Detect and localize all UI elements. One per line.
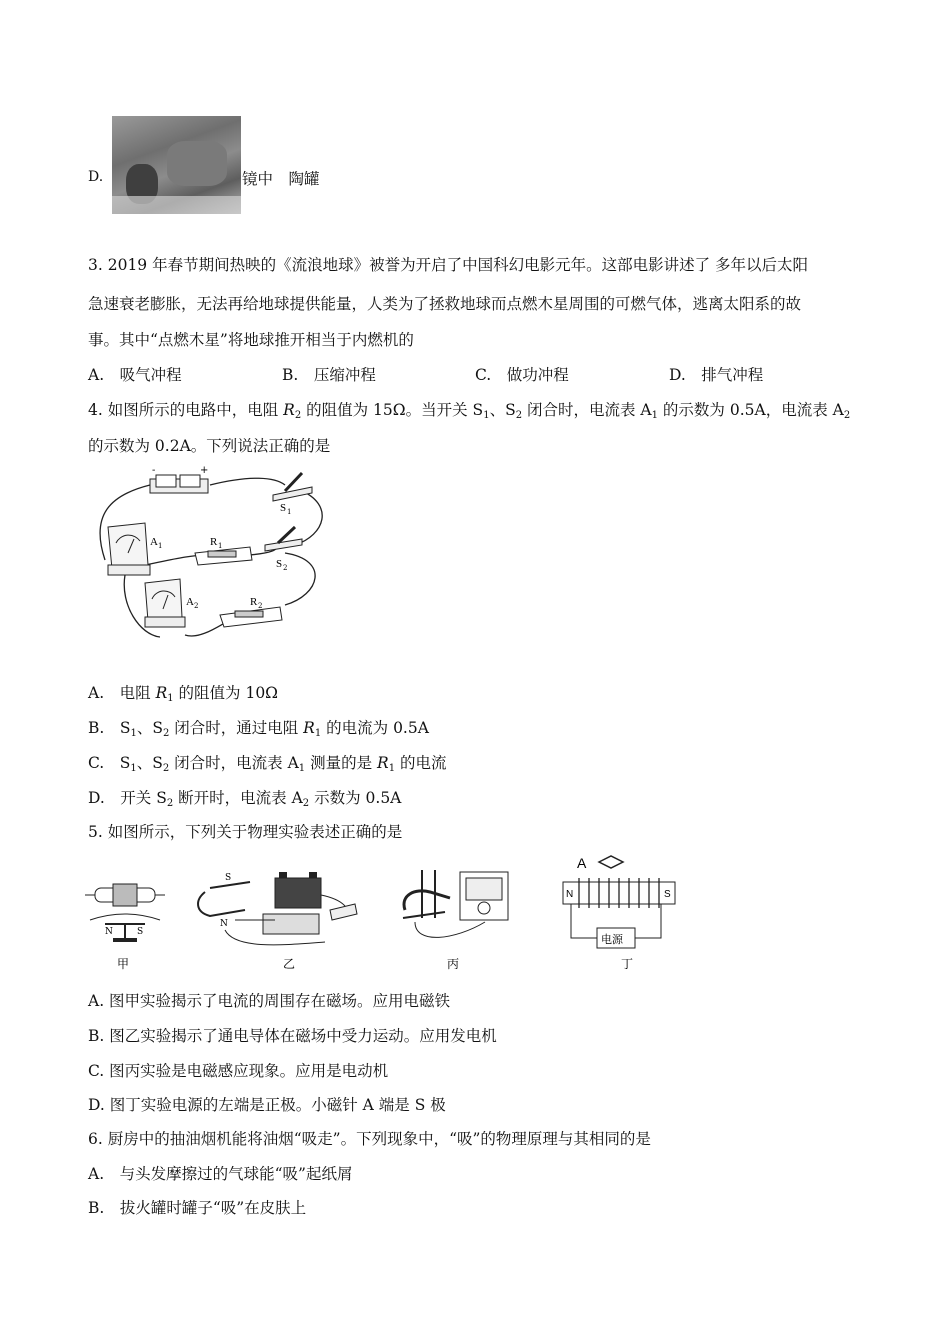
q4-option-b: B. $S_1$、$S_2$ 闭合时，通过电阻 $R_1$ 的电流为 0.5A [88,719,429,739]
svg-text:N: N [566,889,574,900]
figure-jia [85,884,165,971]
figure-ding [563,855,675,971]
q3-option-a: A. 吸气冲程 [88,366,182,384]
resistor-r2 [220,596,282,627]
svg-text:S: S [664,889,671,900]
svg-text:电源: 电源 [601,933,623,946]
svg-text:N: N [220,919,228,929]
svg-text:A: A [150,536,158,548]
figure-bing [403,870,508,971]
q5-option-c: C. 图丙实验是电磁感应现象。应用是电动机 [88,1062,389,1080]
q3-option-d: D. 排气冲程 [669,366,764,384]
q4-stem-line2: 的示数为 0.2A。下列说法正确的是 [88,437,331,455]
svg-text:1: 1 [218,542,223,550]
q3-stem-line1: 3. 2019 年春节期间热映的《流浪地球》被誉为开启了中国科幻电影元年。这部电影讲述了 多年以后太阳 [88,256,809,274]
svg-text:A: A [186,596,194,608]
q4-option-c: C. $S_1$、$S_2$ 闭合时，电流表 $A_1$ 测量的是 $R_1$ 的电流 [88,754,447,774]
svg-text:1: 1 [287,508,292,516]
svg-text:S: S [280,502,287,514]
svg-text:R: R [250,596,258,608]
svg-text:R: R [210,536,218,548]
svg-text:2: 2 [258,602,263,610]
svg-text:A: A [577,855,587,871]
q5-option-b: B. 图乙实验揭示了通电导体在磁场中受力运动。应用发电机 [88,1027,497,1045]
switch-s2 [265,527,302,572]
ammeter-a2 [145,579,198,627]
q4-option-a: A. 电阻 $R_1$ 的阻值为 10Ω [88,684,279,704]
svg-text:-: - [152,465,156,476]
q3-stem-line2: 急速衰老膨胀，无法再给地球提供能量，人类为了拯救地球而点燃木星周围的可燃气体，逃离太阳系的故 [88,295,802,313]
svg-text:2: 2 [194,602,199,610]
svg-text:S: S [137,927,144,937]
svg-text:2: 2 [283,564,288,572]
q5-option-d: D. 图丁实验电源的左端是正极。小磁针 A 端是 S 极 [88,1096,446,1114]
q3-option-b: B. 压缩冲程 [282,366,376,384]
experiment-figures [85,850,705,975]
q3-stem-line3: 事。其中“点燃木星”将地球推开相当于内燃机的 [88,331,414,349]
svg-text:1: 1 [158,542,163,550]
ammeter-a1 [108,523,162,575]
svg-text:+: + [200,465,209,476]
q2-option-d-label: D. [88,169,104,185]
svg-text:乙: 乙 [283,957,296,971]
switch-s1 [273,473,312,516]
svg-text:N: N [105,927,113,937]
svg-text:S: S [225,873,232,883]
q6-stem: 6. 厨房中的抽油烟机能将油烟“吸走”。下列现象中，“吸”的物理原理与其相同的是 [88,1130,651,1148]
q6-option-a: A. 与头发摩擦过的气球能“吸”起纸屑 [88,1165,353,1183]
q5-option-a: A. 图甲实验揭示了电流的周围存在磁场。应用电磁铁 [88,992,451,1010]
q4-option-d: D. 开关 $S_2$ 断开时，电流表 $A_2$ 示数为 0.5A [88,789,402,809]
svg-text:丁: 丁 [621,957,634,971]
q2-option-d-text: 镜中 陶罐 [242,170,320,188]
resistor-r1 [195,536,252,565]
q3-option-c: C. 做功冲程 [475,366,569,384]
battery [150,465,208,493]
q6-option-b: B. 拔火罐时罐子“吸”在皮肤上 [88,1199,307,1217]
svg-text:丙: 丙 [447,957,460,971]
svg-text:甲: 甲 [117,957,130,971]
q5-stem: 5. 如图所示，下列关于物理实验表述正确的是 [88,823,403,841]
figure-yi [198,872,357,971]
svg-text:S: S [276,558,283,570]
q4-stem-line1: 4. 如图所示的电路中，电阻 $R_2$ 的阻值为 15Ω。当开关 $S_1$、$S_2$ 闭合时，电流表 $A_1$ 的示数为 0.5A，电流表 $A_2$ [88,401,851,421]
mirror-jar-photo [112,116,241,214]
circuit-diagram [90,465,350,645]
